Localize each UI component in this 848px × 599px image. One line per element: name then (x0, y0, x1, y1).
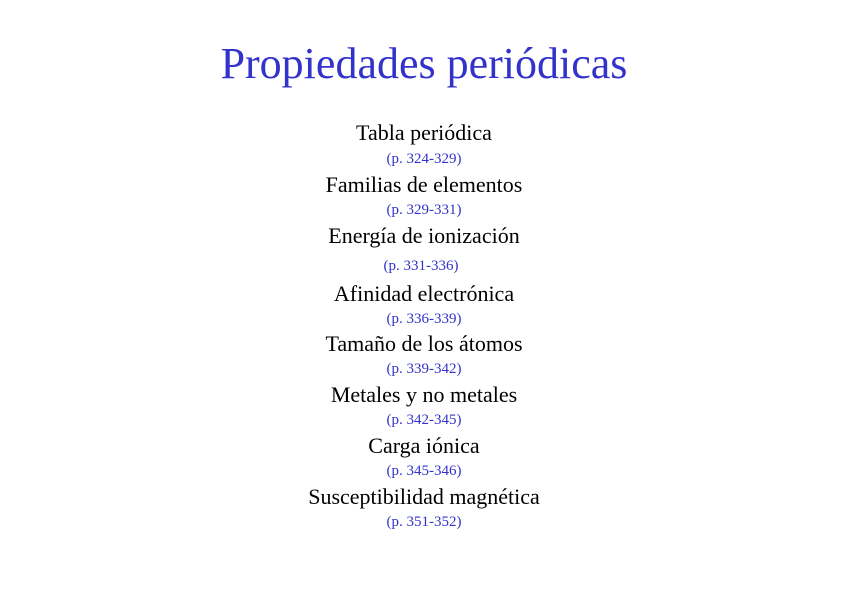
pages-carga-ionica: (p. 345-346) (386, 463, 462, 479)
topic-metales-y-no-metales: Metales y no metales (330, 382, 518, 407)
pages-tabla-periodica: (p. 324-329) (386, 151, 462, 167)
topic-afinidad-electronica: Afinidad electrónica (333, 281, 515, 306)
pages-afinidad-electronica: (p. 336-339) (386, 311, 462, 327)
pages-tamano-de-los-atomos: (p. 339-342) (386, 361, 462, 377)
topic-energia-de-ionizacion: Energía de ionización (328, 223, 520, 248)
topic-carga-ionica: Carga iónica (368, 433, 480, 458)
slide-title: Propiedades periódicas (220, 39, 628, 88)
pages-metales-y-no-metales: (p. 342-345) (386, 412, 462, 428)
pages-familias-de-elementos: (p. 329-331) (386, 202, 462, 218)
topic-tamano-de-los-atomos: Tamaño de los átomos (325, 331, 523, 356)
pages-energia-de-ionizacion: (p. 331-336) (383, 258, 459, 274)
topic-susceptibilidad-magnetica: Susceptibilidad magnética (308, 484, 540, 509)
topic-tabla-periodica: Tabla periódica (356, 120, 492, 145)
topic-familias-de-elementos: Familias de elementos (325, 172, 523, 197)
pages-susceptibilidad-magnetica: (p. 351-352) (386, 514, 462, 530)
